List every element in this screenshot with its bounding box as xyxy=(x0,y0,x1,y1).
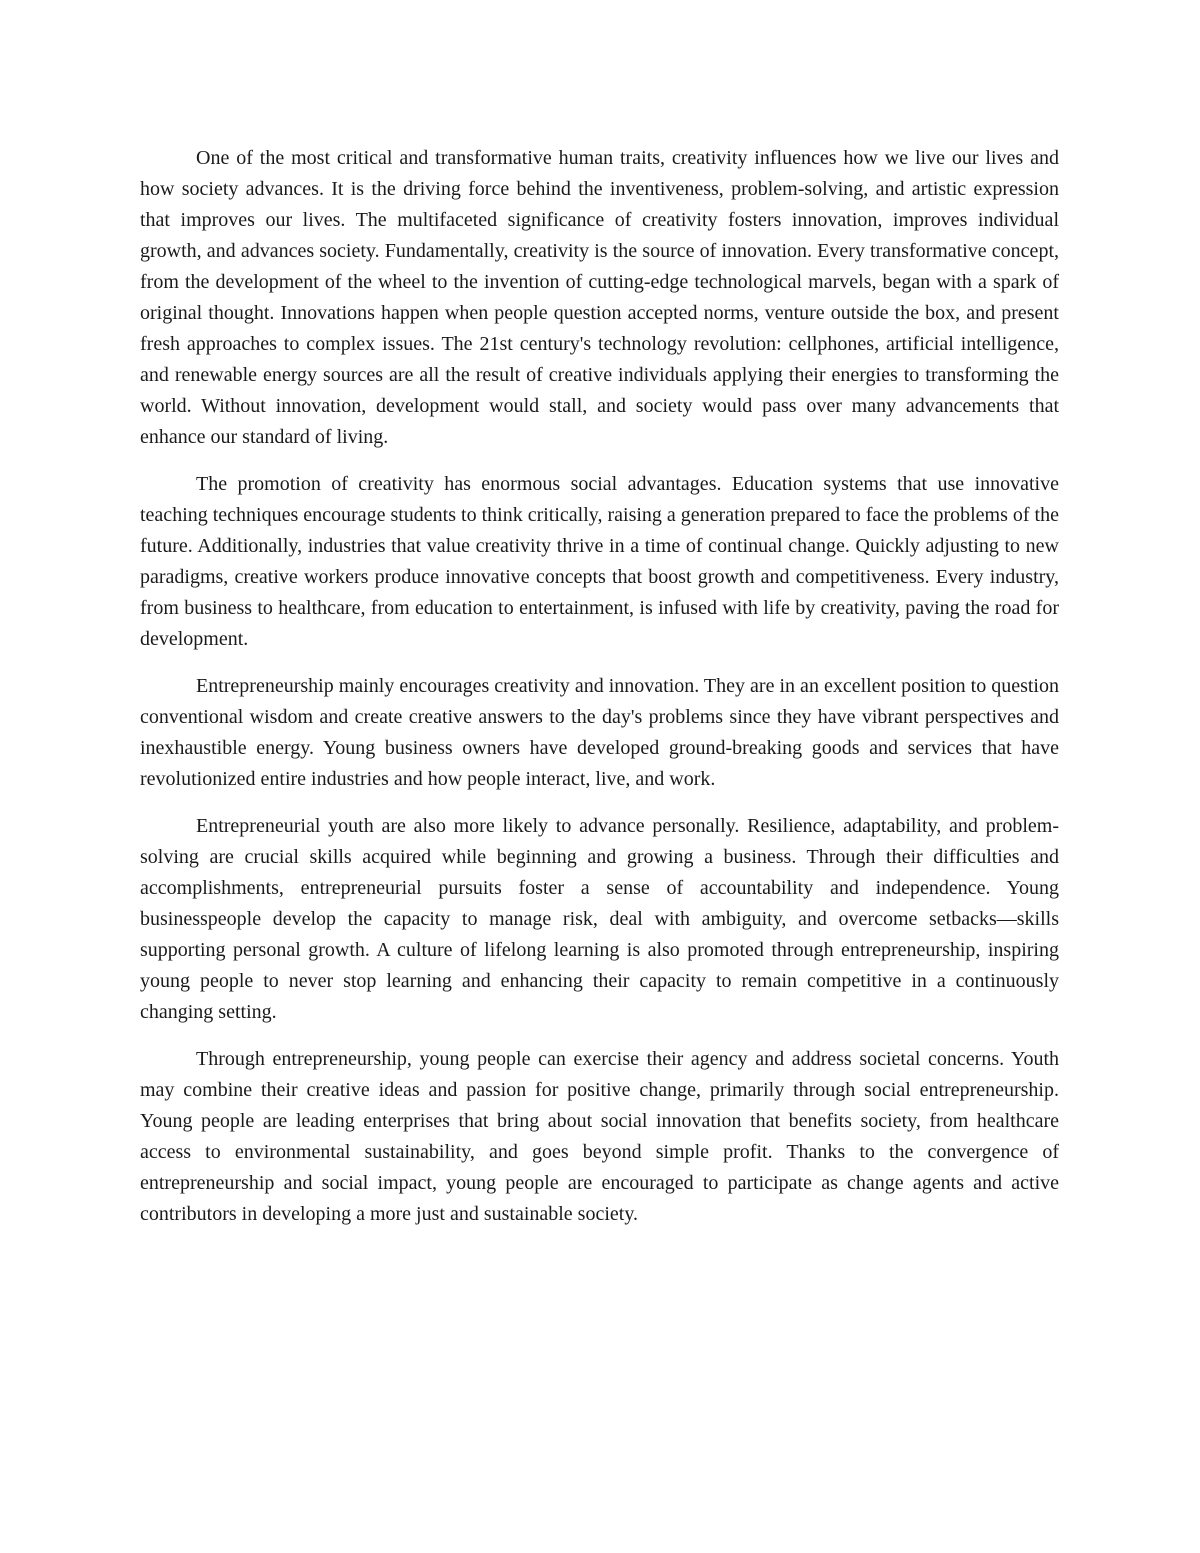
paragraph-1: One of the most critical and transformative human traits, creativity influences how we live our lives and how society advances. It is the driving force behind the inventiveness, problem-solving, and artistic expression that improves our lives. The multifaceted significance of creativity fosters innovation, improves individual growth, and advances society. Fundamentally, creativity is the source of innovation. Every transformative concept, from the development of the wheel to the invention of cutting-edge technological marvels, began with a spark of original thought. Innovations happen when people question accepted norms, venture outside the box, and present fresh approaches to complex issues. The 21st century's technology revolution: cellphones, artificial intelligence, and renewable energy sources are all the result of creative individuals applying their energies to transforming the world. Without innovation, development would stall, and society would pass over many advancements that enhance our standard of living. xyxy=(140,147,1059,448)
paragraph-4: Entrepreneurial youth are also more likely to advance personally. Resilience, adaptability, and problem-solving are crucial skills acquired while beginning and growing a business. Through their difficulties and accomplishments, entrepreneurial pursuits foster a sense of accountability and independence. Young businesspeople develop the capacity to manage risk, deal with ambiguity, and overcome setbacks—skills supporting personal growth. A culture of lifelong learning is also promoted through entrepreneurship, inspiring young people to never stop learning and enhancing their capacity to remain competitive in a continuously changing setting. xyxy=(140,815,1059,1023)
document-page xyxy=(140,143,1059,1246)
paragraph-2: The promotion of creativity has enormous social advantages. Education systems that use innovative teaching techniques encourage students to think critically, raising a generation prepared to face the problems of the future. Additionally, industries that value creativity thrive in a time of continual change. Quickly adjusting to new paradigms, creative workers produce innovative concepts that boost growth and competitiveness. Every industry, from business to healthcare, from education to entertainment, is infused with life by creativity, paving the road for development. xyxy=(140,473,1059,650)
paragraph-5: Through entrepreneurship, young people can exercise their agency and address societal concerns. Youth may combine their creative ideas and passion for positive change, primarily through social entrepreneurship. Young people are leading enterprises that bring about social innovation that benefits society, from healthcare access to environmental sustainability, and goes beyond simple profit. Thanks to the convergence of entrepreneurship and social impact, young people are encouraged to participate as change agents and active contributors in developing a more just and sustainable society. xyxy=(140,1048,1059,1225)
paragraph-3: Entrepreneurship mainly encourages creativity and innovation. They are in an excellent position to question conventional wisdom and create creative answers to the day's problems since they have vibrant perspectives and inexhaustible energy. Young business owners have developed ground-breaking goods and services that have revolutionized entire industries and how people interact, live, and work. xyxy=(140,675,1059,790)
